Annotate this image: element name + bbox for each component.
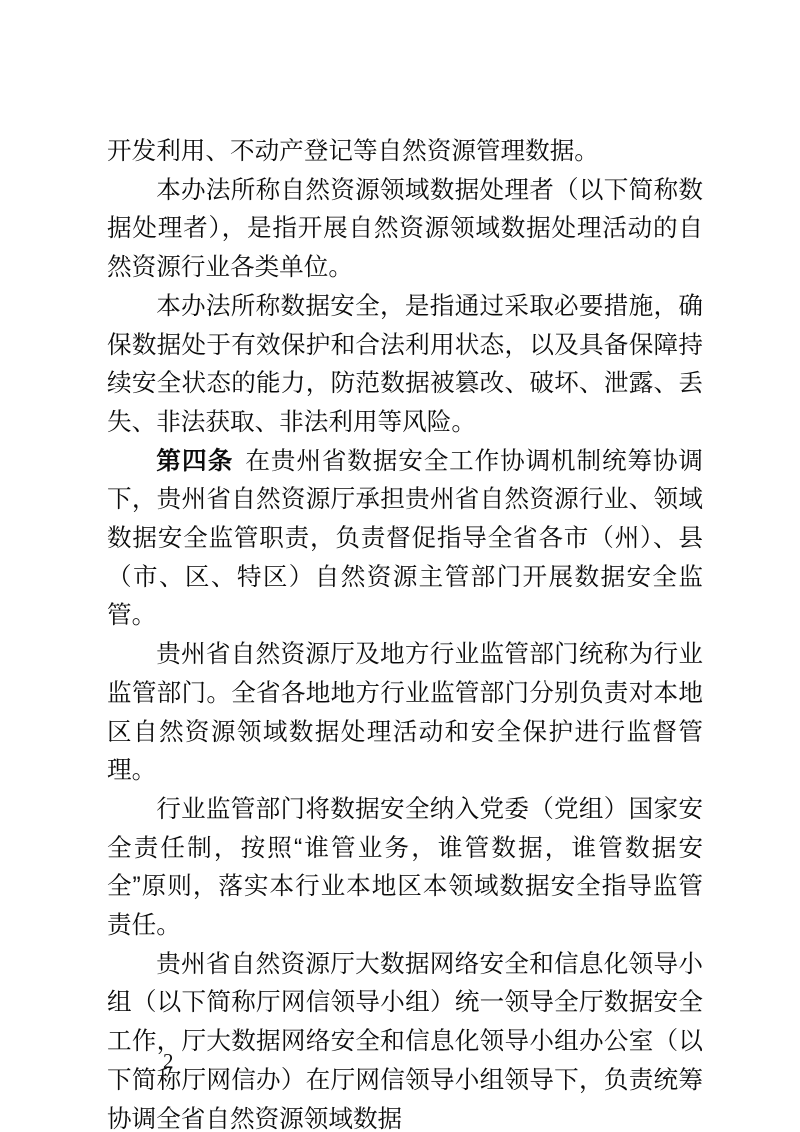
paragraph-data-processor-definition: 本办法所称自然资源领域数据处理者（以下简称数据处理者），是指开展自然资源领域数据处理活动的自然资源行业各类单位。	[107, 176, 703, 282]
paragraph-article-four	[107, 443, 703, 637]
article-four-body: 在贵州省数据安全工作协调机制统筹协调下，贵州省自然资源厅承担贵州省自然资源行业、领域数据安全监管职责，负责督促指导全省各市（州）、县（市、区、特区）自然资源主管部门开展数据安全监管。	[107, 447, 703, 630]
article-number-label: 第四条	[156, 447, 234, 475]
paragraph-data-security-definition: 本办法所称数据安全，是指通过采取必要措施，确保数据处于有效保护和合法利用状态，以及具备保障持续安全状态的能力，防范数据被篡改、破坏、泄露、丢失、非法获取、非法利用等风险。	[107, 292, 703, 436]
paragraph-leading-group: 贵州省自然资源厅大数据网络安全和信息化领导小组（以下简称厅网信领导小组）统一领导全厅数据安全工作，厅大数据网络安全和信息化领导小组办公室（以下简称厅网信办）在厅网信领导小组领导下，负责统筹协调全省自然资源领域数据	[107, 950, 703, 1132]
paragraph-continuation: 开发利用、不动产登记等自然资源管理数据。	[107, 138, 599, 165]
document-body	[107, 133, 703, 1132]
paragraph-industry-regulator-definition: 贵州省自然资源厅及地方行业监管部门统称为行业监管部门。全省各地地方行业监管部门分别负责对本地区自然资源领域数据处理活动和安全保护进行监督管理。	[107, 641, 703, 785]
page-number: 2	[163, 1049, 174, 1073]
paragraph-responsibility-system: 行业监管部门将数据安全纳入党委（党组）国家安全责任制，按照“谁管业务，谁管数据，谁管数据安全”原则，落实本行业本地区本领域数据安全指导监管责任。	[107, 795, 703, 940]
